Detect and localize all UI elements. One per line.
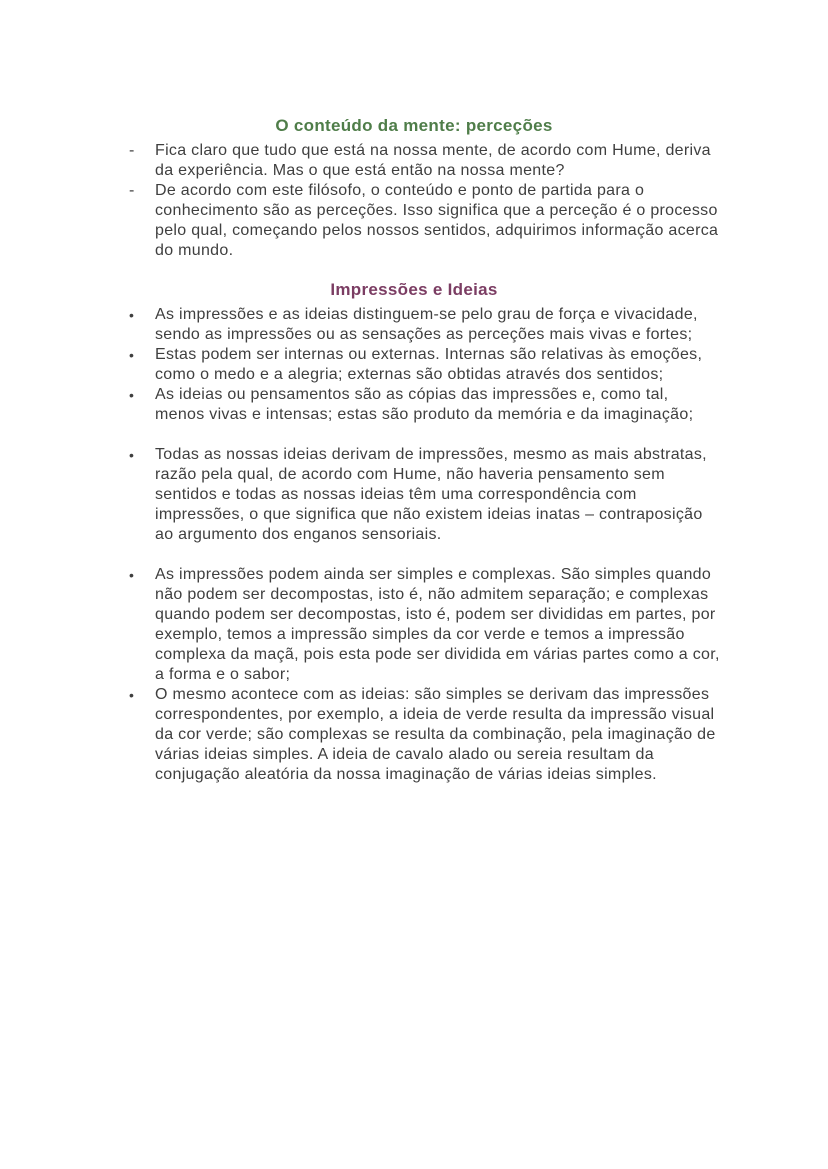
list-item-text: Fica claro que tudo que está na nossa mente, de acordo com Hume, deriva da experiência. Mas o que está então na nossa mente?	[155, 142, 711, 179]
bullet-list	[108, 305, 720, 785]
list-item	[108, 565, 720, 685]
bullet-marker: •	[129, 347, 135, 363]
bullet-marker: •	[129, 567, 135, 583]
bullet-marker: •	[129, 687, 135, 703]
bullet-marker: •	[129, 307, 135, 323]
list-item-text: As impressões e as ideias distinguem-se pelo grau de força e vivacidade, sendo as impressões ou as sensações as perceções mais vivas e fortes;	[155, 306, 698, 343]
section-title-perceptions: O conteúdo da mente: perceções	[275, 116, 553, 135]
dash-list	[108, 141, 720, 261]
list-item	[108, 685, 720, 785]
list-item	[108, 385, 720, 425]
list-item-text: Todas as nossas ideias derivam de impressões, mesmo as mais abstratas, razão pela qual, de acordo com Hume, não haveria pensamento sem sentidos e todas as nossas ideias têm uma correspondência com impressões, o que significa que não existem ideias inatas – contraposição ao argumento dos enganos sensoriais.	[155, 446, 707, 543]
section-title-impressions: Impressões e Ideias	[330, 280, 498, 299]
bullet-marker: •	[129, 387, 135, 403]
list-item-text: De acordo com este filósofo, o conteúdo e ponto de partida para o conhecimento são as perceções. Isso significa que a perceção é o processo pelo qual, começando pelos nossos sentidos, adquirimos informação acerca do mundo.	[155, 182, 719, 259]
list-item-text: Estas podem ser internas ou externas. Internas são relativas às emoções, como o medo e a alegria; externas são obtidas através dos sentidos;	[155, 346, 703, 383]
list-item	[108, 141, 720, 181]
list-item-text: As ideias ou pensamentos são as cópias das impressões e, como tal, menos vivas e intensas; estas são produto da memória e da imaginação;	[155, 386, 694, 423]
list-item	[108, 305, 720, 345]
dash-marker: -	[129, 142, 135, 159]
list-item	[108, 345, 720, 385]
list-item	[108, 445, 720, 545]
dash-marker: -	[129, 182, 135, 199]
list-item-text: O mesmo acontece com as ideias: são simples se derivam das impressões correspondentes, por exemplo, a ideia de verde resulta da impressão visual da cor verde; são complexas se resulta da combinação, pela imaginação de várias ideias simples. A ideia de cavalo alado ou sereia resultam da conjugação aleatória da nossa imaginação de várias ideias simples.	[155, 686, 716, 783]
document-content	[108, 0, 720, 785]
list-item-text: As impressões podem ainda ser simples e complexas. São simples quando não podem ser decompostas, isto é, não admitem separação; e complexas quando podem ser decompostas, isto é, podem ser divididas em partes, por exemplo, temos a impressão simples da cor verde e temos a impressão complexa da maçã, pois esta pode ser dividida em várias partes como a cor, a forma e o sabor;	[155, 566, 720, 683]
list-item	[108, 181, 720, 261]
bullet-marker: •	[129, 447, 135, 463]
